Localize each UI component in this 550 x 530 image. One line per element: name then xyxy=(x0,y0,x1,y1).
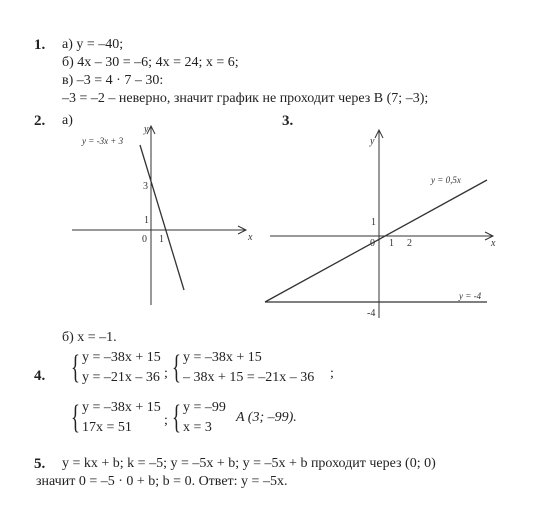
system-2-eq1: y = –38x + 15 xyxy=(183,350,262,365)
system-4-eq2: x = 3 xyxy=(183,420,212,435)
problem-1-number: 1. xyxy=(34,37,46,53)
graph-3 xyxy=(255,122,500,322)
origin: 0 xyxy=(370,238,375,249)
problem-2-a: а) xyxy=(62,113,73,128)
problem-2-b: б) x = –1. xyxy=(62,330,117,345)
system-2-brace: { xyxy=(172,349,181,386)
system-3-brace: { xyxy=(71,399,80,436)
problem-1-conclusion: –3 = –2 – неверно, значит график не проходит через B (7; –3); xyxy=(62,91,429,106)
tick-1-y: 1 xyxy=(144,215,149,226)
problem-1-v: в) –3 = 4 · 7 – 30: xyxy=(62,73,164,88)
system-2-eq2: – 38x + 15 = –21x – 36 xyxy=(183,370,315,385)
system-4-eq1: y = –99 xyxy=(183,400,226,415)
x-axis-label: x xyxy=(248,232,253,243)
problem-5-number: 5. xyxy=(34,456,46,472)
separator-1: ; xyxy=(164,366,168,381)
system-3-eq2: 17x = 51 xyxy=(82,420,132,435)
problem-1-a: а) y = –40; xyxy=(62,37,124,52)
separator-2: ; xyxy=(164,413,168,428)
system-1-brace: { xyxy=(71,349,80,386)
problem-4-number: 4. xyxy=(34,368,46,384)
problem-5-line-2: значит 0 = –5 · 0 + b; b = 0. Ответ: y = –5x. xyxy=(36,474,288,489)
problem-4-answer: A (3; –99). xyxy=(236,410,297,425)
problem-3-number: 3. xyxy=(282,113,294,129)
line-y-0.5x xyxy=(265,180,487,302)
line-label: y = -3x + 3 xyxy=(82,136,124,146)
y-axis-label: y xyxy=(370,136,375,147)
system-1-eq1: y = –38x + 15 xyxy=(82,350,161,365)
system-4-brace: { xyxy=(172,399,181,436)
system-3-eq1: y = –38x + 15 xyxy=(82,400,161,415)
tick-1-x: 1 xyxy=(159,234,164,245)
problem-1-b: б) 4x – 30 = –6; 4x = 24; x = 6; xyxy=(62,55,239,70)
tick-1-x: 1 xyxy=(389,238,394,249)
tick-1-y: 1 xyxy=(371,217,376,228)
tick-2-x: 2 xyxy=(407,238,412,249)
system-1-eq2: y = –21x – 36 xyxy=(82,370,160,385)
problem-5-line-1: y = kx + b; k = –5; y = –5x + b; y = –5x + b проходит через (0; 0) xyxy=(62,456,436,471)
x-axis-label: x xyxy=(491,238,496,249)
end-1: ; xyxy=(330,366,334,381)
hline-label: y = -4 xyxy=(459,291,482,301)
y-axis-label: y xyxy=(144,124,149,135)
graph-2 xyxy=(60,120,260,310)
problem-2-number: 2. xyxy=(34,113,46,129)
tick-3: 3 xyxy=(143,181,148,192)
origin: 0 xyxy=(142,234,147,245)
tick-minus4: -4 xyxy=(367,308,376,319)
line-label: y = 0,5x xyxy=(431,175,461,185)
